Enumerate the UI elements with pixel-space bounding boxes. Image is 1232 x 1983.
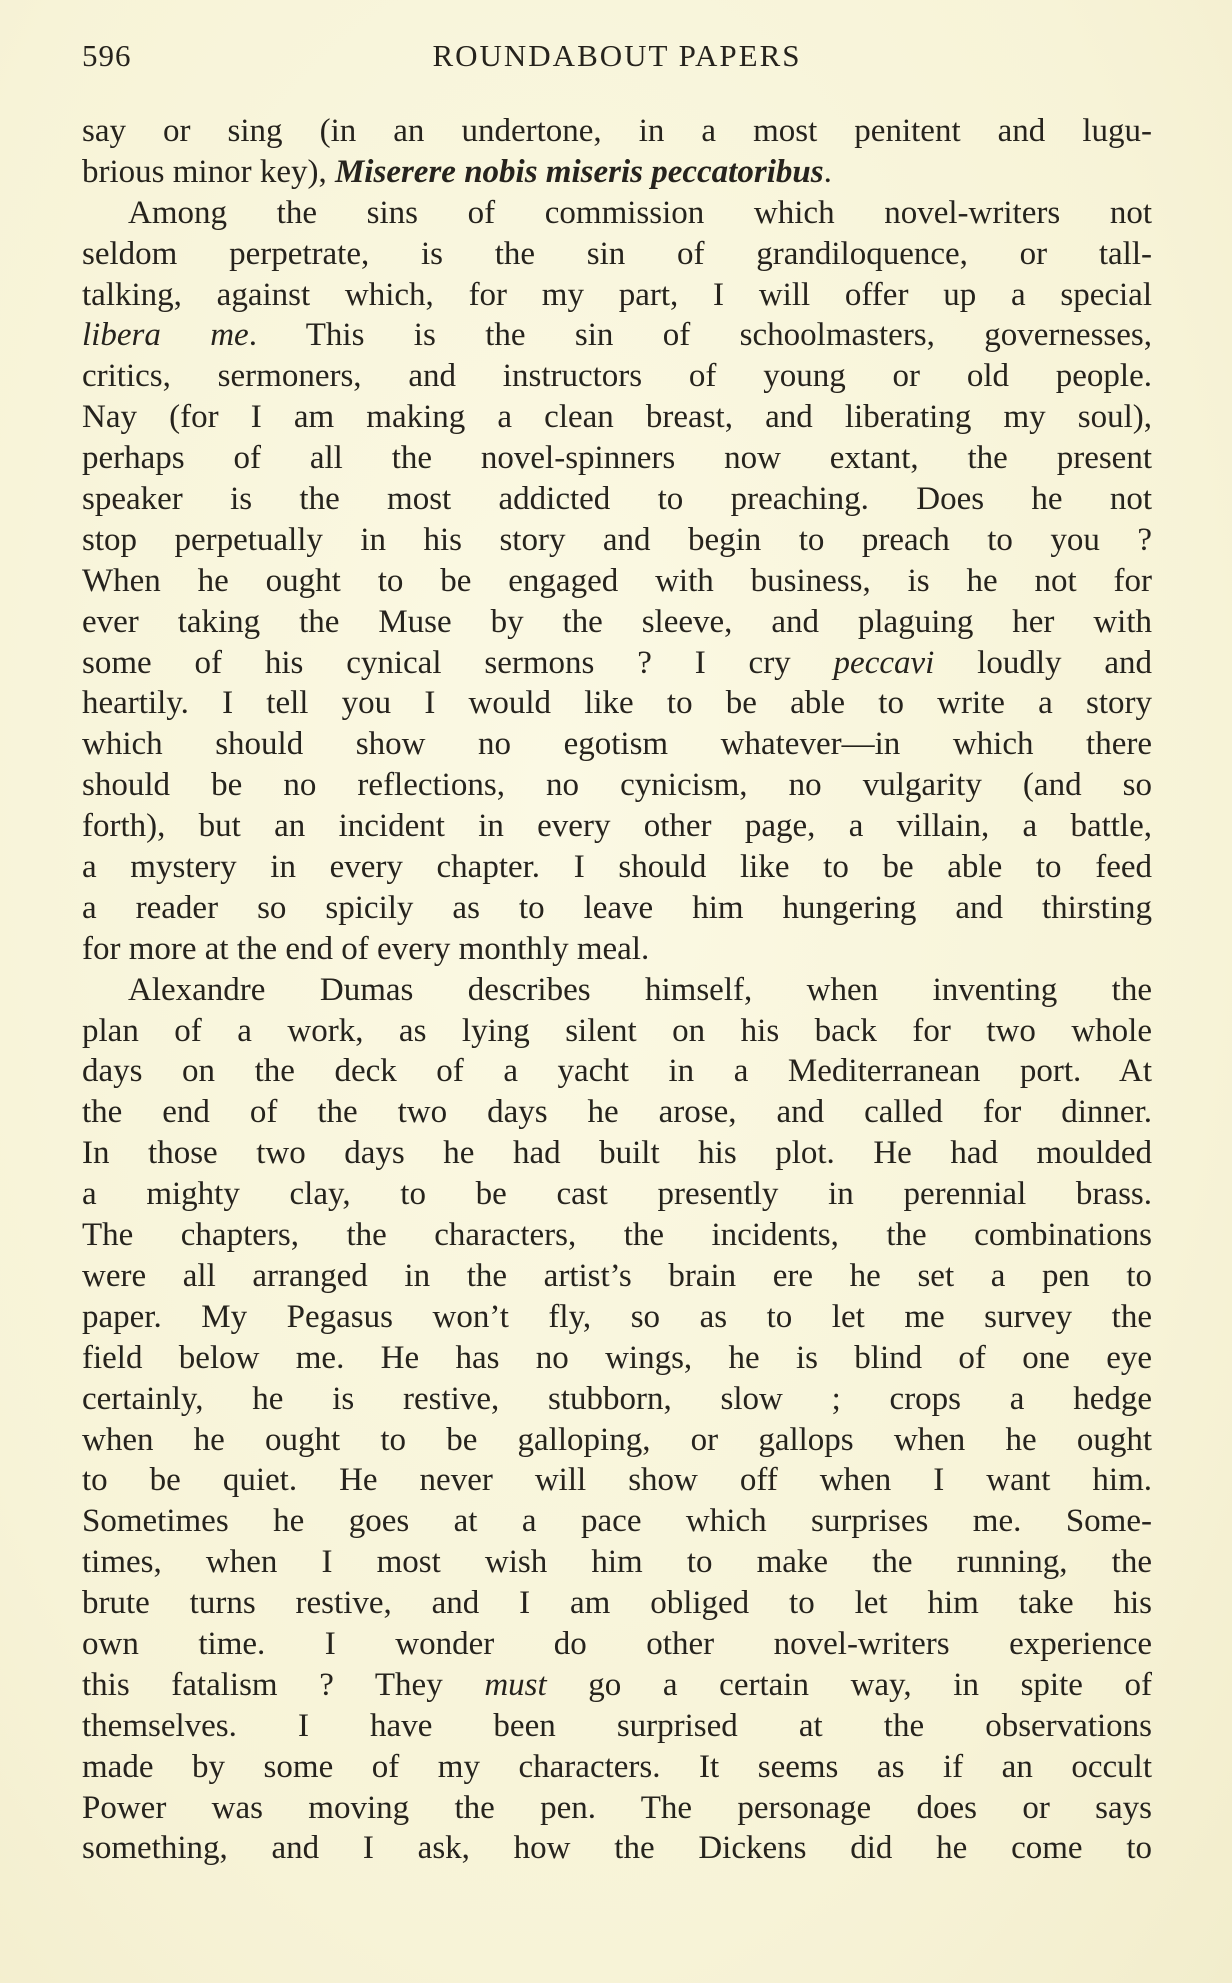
text-line: In those two days he had built his plot. He had moulded xyxy=(82,1135,1152,1172)
paragraph-first-line: Alexandre Dumas describes himself, when inventing the xyxy=(128,971,1152,1008)
text-line: perhaps of all the novel-spinners now extant, the present xyxy=(82,440,1152,477)
latin-phrase: peccavi xyxy=(833,644,935,681)
text-line: were all arranged in the artist’s brain ere he set a pen to xyxy=(82,1257,1152,1294)
paragraph-first-line: Among the sins of commission which novel-writers not xyxy=(128,194,1152,231)
emphasis: must xyxy=(484,1666,547,1703)
text-line: paper. My Pegasus won’t fly, so as to let me survey the xyxy=(82,1298,1152,1335)
text-line: Power was moving the pen. The personage does or says xyxy=(82,1789,1152,1826)
text-line: forth), but an incident in every other page, a villain, a battle, xyxy=(82,808,1152,845)
text-line: when he ought to be galloping, or gallops when he ought xyxy=(82,1421,1152,1458)
text-line: Sometimes he goes at a pace which surprises me. Some- xyxy=(82,1503,1152,1540)
text-line: to be quiet. He never will show off when I want him. xyxy=(82,1462,1152,1499)
text-line: should be no reflections, no cynicism, no vulgarity (and so xyxy=(82,767,1152,804)
text-run: brious minor key), xyxy=(82,153,335,190)
text-line: ever taking the Muse by the sleeve, and plaguing her with xyxy=(82,603,1152,640)
text-line xyxy=(82,152,1152,193)
text-line: certainly, he is restive, stubborn, slow ; crops a hedge xyxy=(82,1380,1152,1417)
text-run: . This is the sin of schoolmasters, governesses, xyxy=(248,317,1152,354)
text-line: field below me. He has no wings, he is blind of one eye xyxy=(82,1339,1152,1376)
text-line: which should show no egotism whatever—in which there xyxy=(82,726,1152,763)
text-line: something, and I ask, how the Dickens did he come to xyxy=(82,1830,1152,1867)
latin-phrase: libera me xyxy=(82,317,249,354)
text-run: . xyxy=(823,153,832,190)
text-line: a reader so spicily as to leave him hungering and thirsting xyxy=(82,889,1152,926)
text-line xyxy=(82,315,1152,356)
running-title: ROUNDABOUT PAPERS xyxy=(432,38,802,73)
text-line: a mighty clay, to be cast presently in perennial brass. xyxy=(82,1176,1152,1213)
text-line: plan of a work, as lying silent on his back for two whole xyxy=(82,1012,1152,1049)
text-run: go a certain way, in spite of xyxy=(546,1666,1152,1703)
text-line: days on the deck of a yacht in a Mediterranean port. At xyxy=(82,1053,1152,1090)
text-line: the end of the two days he arose, and called for dinner. xyxy=(82,1094,1152,1131)
text-line xyxy=(82,1665,1152,1706)
running-head xyxy=(82,38,1152,88)
text-line: Nay (for I am making a clean breast, and liberating my soul), xyxy=(82,399,1152,436)
text-line: a mystery in every chapter. I should like to be able to feed xyxy=(82,849,1152,886)
text-line: stop perpetually in his story and begin to preach to you ? xyxy=(82,521,1152,558)
text-line: talking, against which, for my part, I will offer up a special xyxy=(82,276,1152,313)
text-line: made by some of my characters. It seems as if an occult xyxy=(82,1748,1152,1785)
text-line: The chapters, the characters, the incidents, the combinations xyxy=(82,1217,1152,1254)
body-text xyxy=(82,111,1152,1869)
text-line: seldom perpetrate, is the sin of grandiloquence, or tall- xyxy=(82,235,1152,272)
text-line: heartily. I tell you I would like to be able to write a story xyxy=(82,685,1152,722)
page-number: 596 xyxy=(82,38,132,73)
text-line: brute turns restive, and I am obliged to let him take his xyxy=(82,1585,1152,1622)
latin-phrase: Miserere nobis miseris peccatoribus xyxy=(334,153,824,190)
text-line: for more at the end of every monthly meal. xyxy=(82,930,650,967)
text-line: When he ought to be engaged with business, is he not for xyxy=(82,562,1152,599)
text-run: loudly and xyxy=(934,644,1152,681)
text-line: critics, sermoners, and instructors of young or old people. xyxy=(82,358,1152,395)
text-line: own time. I wonder do other novel-writers experience xyxy=(82,1625,1152,1662)
text-run: some of his cynical sermons ? I cry xyxy=(82,644,834,681)
text-line: times, when I most wish him to make the running, the xyxy=(82,1544,1152,1581)
text-line: speaker is the most addicted to preaching. Does he not xyxy=(82,481,1152,518)
text-line: themselves. I have been surprised at the observations xyxy=(82,1707,1152,1744)
text-run: this fatalism ? They xyxy=(82,1666,485,1703)
text-line xyxy=(82,643,1152,684)
text-line: say or sing (in an undertone, in a most penitent and lugu- xyxy=(82,113,1152,149)
